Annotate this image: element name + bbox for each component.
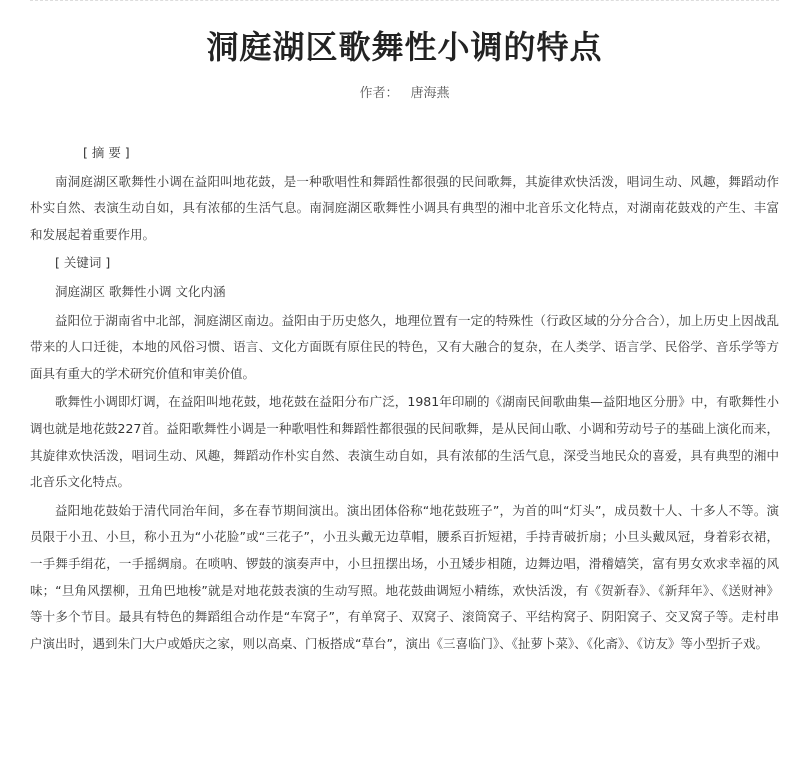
article-title: 洞庭湖区歌舞性小调的特点 <box>206 28 603 66</box>
author-name: 唐海燕 <box>410 86 450 101</box>
top-divider <box>30 0 779 1</box>
article-body <box>30 140 779 659</box>
author-line <box>0 82 809 101</box>
abstract-text: 南洞庭湖区歌舞性小调在益阳叫地花鼓，是一种歌唱性和舞蹈性都很强的民间歌舞，其旋律欢快活泼，唱词生动、风趣，舞蹈动作朴实自然、表演生动自如，具有浓郁的生活气息。南洞庭湖区歌舞性小调具有典型的湘中北音乐文化特点，对湖南花鼓戏的产生、丰富和发展起着重要作用。 <box>30 173 779 242</box>
body-paragraph: 益阳地花鼓始于清代同治年间，多在春节期间演出。演出团体俗称“地花鼓班子”，为首的叫“灯头”，成员数十人、十多人不等。演员限于小丑、小旦，称小丑为“小花脸”或“三花子”，小丑头戴无边草帽，腰系百折短裙，手持青破折扇；小旦头戴凤冠，身着彩衣裙，一手舞手绢花，一手摇绸扇。在唢呐、锣鼓的演奏声中，小旦扭摆出场，小丑矮步相随，边舞边唱，滑稽嬉笑，富有男女欢求幸福的风味；“旦角风摆柳，丑角巴地梭”就是对地花鼓表演的生动写照。地花鼓曲调短小精练，欢快活泼，有《贺新春》、《新拜年》、《送财神》等十多个节目。最具有特色的舞蹈组合动作是“车窝子”，有单窝子、双窝子、滚筒窝子、平结构窝子、阴阳窝子、交叉窝子等。走村串户演出时，遇到朱门大户或婚庆之家，则以高桌、门板搭成“草台”，演出《三喜临门》、《扯萝卜菜》、《化斋》、《访友》等小型折子戏。 <box>30 502 779 651</box>
body-paragraph: 歌舞性小调即灯调，在益阳叫地花鼓，地花鼓在益阳分布广泛，1981年印刷的《湖南民间歌曲集—益阳地区分册》中，有歌舞性小调也就是地花鼓227首。益阳歌舞性小调是一种歌唱性和舞蹈性都很强的民间歌舞，是从民间山歌、小调和劳动号子的基础上演化而来，其旋律欢快活泼，唱词生动、风趣，舞蹈动作朴实自然、表演生动自如，具有浓郁的生活气息，深受当地民众的喜爱，具有典型的湘中北音乐文化特点。 <box>30 394 779 490</box>
keywords-label: [ 关键词 ] <box>55 255 111 271</box>
keywords-text: 洞庭湖区 歌舞性小调 文化内涵 <box>55 283 226 299</box>
author-label: 作者： <box>359 86 399 101</box>
abstract-label: [ 摘 要 ] <box>83 145 130 160</box>
body-paragraph: 益阳位于湖南省中北部，洞庭湖区南边。益阳由于历史悠久，地理位置有一定的特殊性（行政区域的分分合合），加上历史上因战乱带来的人口迁徙，本地的风俗习惯、语言、文化方面既有原住民的特色，又有大融合的复杂，在人类学、语言学、民俗学、音乐学等方面具有重大的学术研究价值和审美价值。 <box>30 312 779 381</box>
